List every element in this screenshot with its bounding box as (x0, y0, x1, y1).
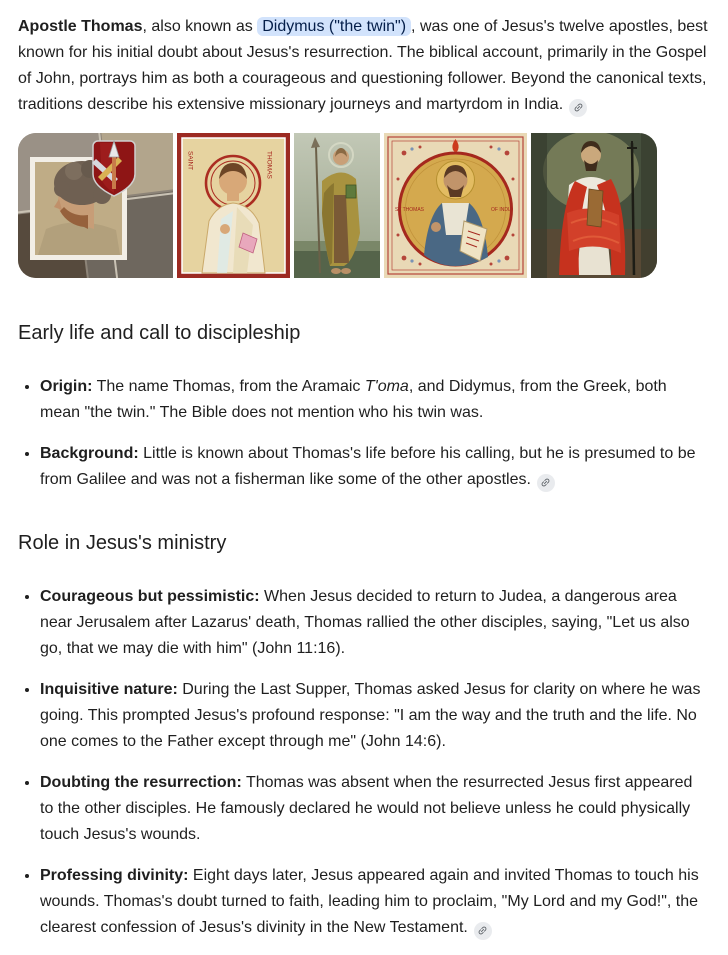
source-chip-didymus[interactable]: Didymus ("the twin") (257, 17, 411, 36)
intro-text-2: , was one of Jesus's twelve apostles, best known for his initial doubt about Jesus's resurrection. The biblical account, primarily in the Gospel of John, portrays him as both a courageous and questioning follower. Beyond the canonical texts, traditions describe his extensive missionary journeys and martyrdom in India. (18, 18, 708, 113)
icon-label-right: THOMAS (265, 151, 273, 179)
citation-link-icon[interactable] (537, 474, 555, 492)
bullet-lead: Doubting the resurrection: (40, 774, 242, 791)
thumbnail-st-thomas-of-india-icon[interactable] (384, 133, 527, 278)
bullet-italic: T'oma (364, 378, 409, 395)
intro-subject: Apostle Thomas (18, 18, 143, 35)
ministry-list (18, 584, 710, 941)
list-item (40, 441, 710, 493)
list-item (40, 677, 710, 755)
bullet-text: Thomas was absent when the resurrected Jesus first appeared to the other disciples. He famously declared he would not believe unless he could physically touch Jesus's wounds. (40, 774, 693, 843)
list-item (40, 374, 710, 426)
bullet-lead: Professing divinity: (40, 867, 189, 884)
section-heading-early-life: Early life and call to discipleship (18, 322, 301, 344)
thumbnail-apostle-portrait[interactable] (18, 133, 173, 278)
icon-label-left: SAINT (186, 151, 194, 171)
citation-link-icon[interactable] (474, 922, 492, 940)
bullet-text: During the Last Supper, Thomas asked Jesus for clarity on where he was going. This prompted Jesus's profound response: "I am the way and the truth and the life. No one comes to the Father except through me" (John 14:6). (40, 681, 701, 750)
early-life-list (18, 374, 710, 493)
bullet-lead: Inquisitive nature: (40, 681, 178, 698)
list-item (40, 584, 710, 662)
image-strip (18, 133, 657, 278)
link-icon (475, 923, 491, 939)
link-icon (538, 475, 554, 491)
list-item (40, 770, 710, 848)
thumbnail-thomas-painting[interactable] (294, 133, 380, 278)
icon-label-left: ST THOMAS (395, 207, 424, 213)
bullet-text: The name Thomas, from the Aramaic (92, 378, 365, 395)
bullet-lead: Courageous but pessimistic: (40, 588, 260, 605)
link-icon (570, 100, 586, 116)
icon-label-right: OF INDIA (491, 207, 513, 213)
bullet-text: Little is known about Thomas's life before his calling, but he is presumed to be from Galilee and was not a fisherman like some of the other apostles. (40, 445, 696, 488)
intro-text-1: , also known as (142, 18, 258, 35)
bullet-text: Eight days later, Jesus appeared again and invited Thomas to touch his wounds. Thomas's doubt turned to faith, leading him to proclaim, "My Lord and my God!", the clearest confession of Jesus's divinity in the New Testament. (40, 867, 699, 936)
thumbnail-thomas-red-robe[interactable] (531, 133, 657, 278)
section-heading-ministry: Role in Jesus's ministry (18, 532, 227, 554)
bullet-text: When Jesus decided to return to Judea, a dangerous area near Jerusalem after Lazarus' death, Thomas rallied the other disciples, saying, "Let us also go, that we may die with him" (John 11:16). (40, 588, 690, 657)
citation-link-icon[interactable] (569, 99, 587, 117)
bullet-lead: Background: (40, 445, 139, 462)
thumbnail-saint-thomas-icon[interactable] (177, 133, 290, 278)
bullet-lead: Origin: (40, 378, 93, 395)
bullet-text: , and Didymus, from the Greek, both mean "the twin." The Bible does not mention who his twin was. (40, 378, 667, 421)
intro-paragraph (18, 14, 710, 118)
list-item (40, 863, 710, 941)
